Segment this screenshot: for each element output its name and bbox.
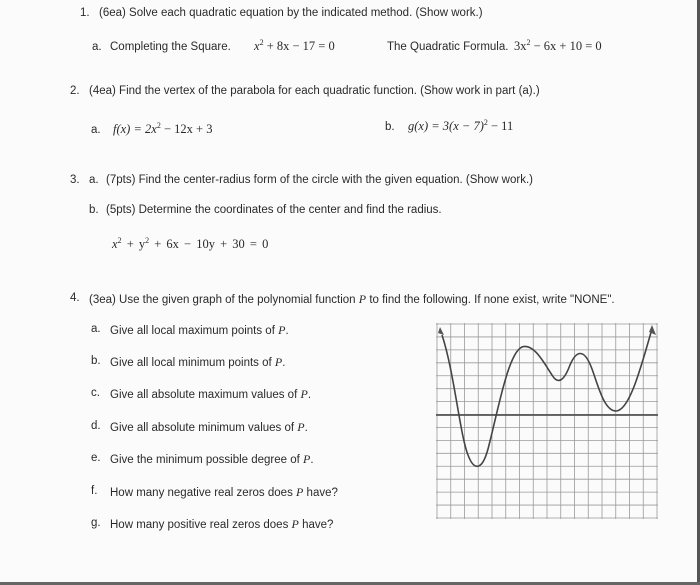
q3a-text: (7pts) Find the center-radius form of the circle with the given equation. (Show work.) [106, 174, 533, 186]
q4-item-label: e. [91, 452, 101, 464]
polynomial-graph [436, 323, 658, 519]
q4-number: 4. [70, 292, 80, 304]
q4-heading: (3ea) Use the given graph of the polynomial function P to find the following. If none exist, write "NONE". [89, 292, 615, 306]
q4-item-label: b. [91, 355, 101, 367]
q1-number: 1. [80, 7, 90, 19]
q2b-label: b. [385, 121, 395, 133]
q4-item-text: Give the minimum possible degree of P. [110, 452, 314, 466]
q1b-text: The Quadratic Formula. [387, 41, 509, 53]
q4-item-label: g. [91, 517, 101, 529]
q1a-equation: $x^2 + 8x - 17 = 0$ [254, 38, 335, 53]
q4-item-text: How many negative real zeros does P have? [110, 485, 338, 499]
q2-heading: (4ea) Find the vertex of the parabola for each quadratic function. (Show work in part (a).) [89, 85, 540, 97]
q4-item-label: f. [91, 485, 98, 497]
graph-grid [436, 323, 658, 519]
q4-item-label: a. [91, 323, 101, 335]
left-arrowhead [438, 327, 444, 335]
q2-number: 2. [70, 85, 80, 97]
q2a-label: a. [91, 124, 101, 136]
q3b-label: b. [89, 204, 99, 216]
q4-item-label: d. [91, 420, 101, 432]
q4-item-text: Give all local minimum points of P. [110, 355, 286, 369]
q4-item-label: c. [91, 387, 100, 399]
q1-heading: (6ea) Solve each quadratic equation by the indicated method. (Show work.) [99, 7, 483, 19]
q2a-equation: $f(x) = 2x^2 - 12x + 3$ [113, 121, 213, 136]
q3-number: 3. [70, 174, 80, 186]
q3a-label: a. [89, 174, 99, 186]
q4-item-text: Give all local maximum points of P. [110, 323, 289, 337]
q4-item-text: Give all absolute minimum values of P. [110, 420, 308, 434]
q3b-text: (5pts) Determine the coordinates of the center and find the radius. [106, 204, 442, 216]
q4-item-text: How many positive real zeros does P have? [110, 517, 334, 531]
q1a-text: Completing the Square. [110, 41, 231, 53]
q1b-equation: $3x^2 - 6x + 10 = 0$ [514, 38, 602, 53]
q1a-label: a. [92, 41, 102, 53]
q3-circle-equation: $x^2 + y^2 + 6x - 10y + 30 = 0$ [112, 236, 269, 251]
q2b-equation: $g(x) = 3(x - 7)^2 - 11$ [408, 118, 514, 133]
q4-item-text: Give all absolute maximum values of P. [110, 387, 312, 401]
